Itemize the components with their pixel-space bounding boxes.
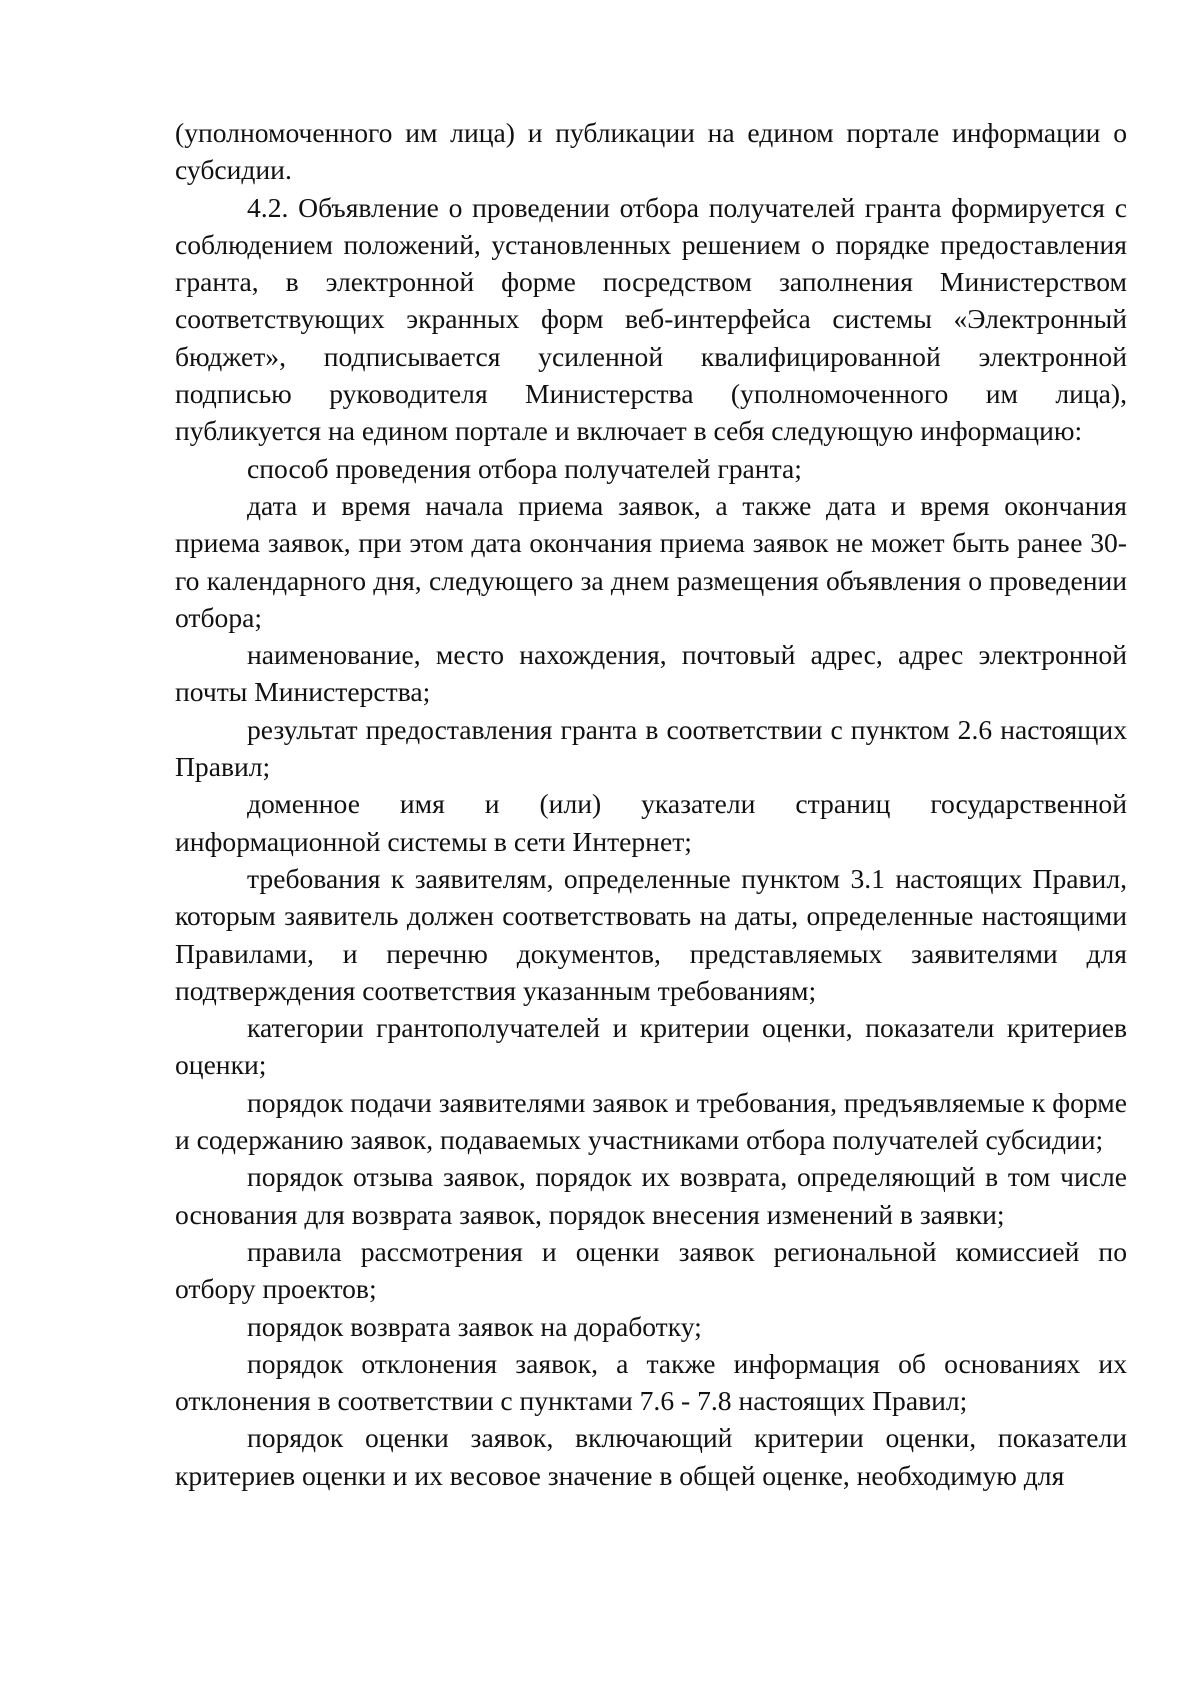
list-item-selection-method: способ проведения отбора получателей гранта; [247, 452, 802, 484]
list-item-domain-name: доменное имя и (или) указатели страниц государственной информационной системы в сети Интернет; [175, 788, 1127, 857]
list-item-withdrawal-procedure: порядок отзыва заявок, порядок их возврата, определяющий в том числе основания для возврата заявок, порядок внесения изменений в заявки; [175, 1161, 1127, 1230]
paragraph-intro-continuation: (уполномоченного им лица) и публикации на едином портале информации о субсидии. [175, 117, 1127, 186]
list-item-ministry-contacts: наименование, место нахождения, почтовый адрес, адрес электронной почты Министерства; [175, 639, 1127, 708]
list-item-grant-result: результат предоставления гранта в соответствии с пунктом 2.6 настоящих Правил; [175, 713, 1127, 783]
list-item-applicant-requirements: требования к заявителям, определенные пунктом 3.1 настоящих Правил, которым заявитель должен соответствовать на даты, определенные настоящими Правилами, и перечню документов, представляемых заявителями для подтверждения соответствия указанным требованиям; [175, 862, 1127, 1006]
list-item-rejection-procedure: порядок отклонения заявок, а также информация об основаниях их отклонения в соответствии с пунктами 7.6 - 7.8 настоящих Правил; [175, 1347, 1127, 1417]
list-item-application-dates: дата и время начала приема заявок, а также дата и время окончания приема заявок, при этом дата окончания приема заявок не может быть ранее 30-го календарного дня, следующего за днем размещения объявления о проведении отбора; [175, 489, 1127, 633]
list-item-return-for-revision: порядок возврата заявок на доработку; [247, 1310, 702, 1342]
document-page [175, 114, 1127, 1494]
paragraph-section-4-2: 4.2. Объявление о проведении отбора получателей гранта формируется с соблюдением положений, установленных решением о порядке предоставления гранта, в электронной форме посредством заполнения Министерством соответствующих экранных форм веб-интерфейса системы «Электронный бюджет», подписывается усиленной квалифицированной электронной подписью руководителя Министерства (уполномоченного им лица), публикуется на едином портале и включает в себя следующую информацию: [175, 191, 1127, 447]
list-item-review-rules: правила рассмотрения и оценки заявок региональной комиссией по отбору проектов; [175, 1235, 1127, 1305]
list-item-evaluation-procedure: порядок оценки заявок, включающий критерии оценки, показатели критериев оценки и их весовое значение в общей оценке, необходимую для [175, 1422, 1127, 1491]
list-item-submission-procedure: порядок подачи заявителями заявок и требования, предъявляемые к форме и содержанию заявок, подаваемых участниками отбора получателей субсидии; [175, 1086, 1127, 1156]
list-item-grantee-categories: категории грантополучателей и критерии оценки, показатели критериев оценки; [175, 1012, 1127, 1081]
